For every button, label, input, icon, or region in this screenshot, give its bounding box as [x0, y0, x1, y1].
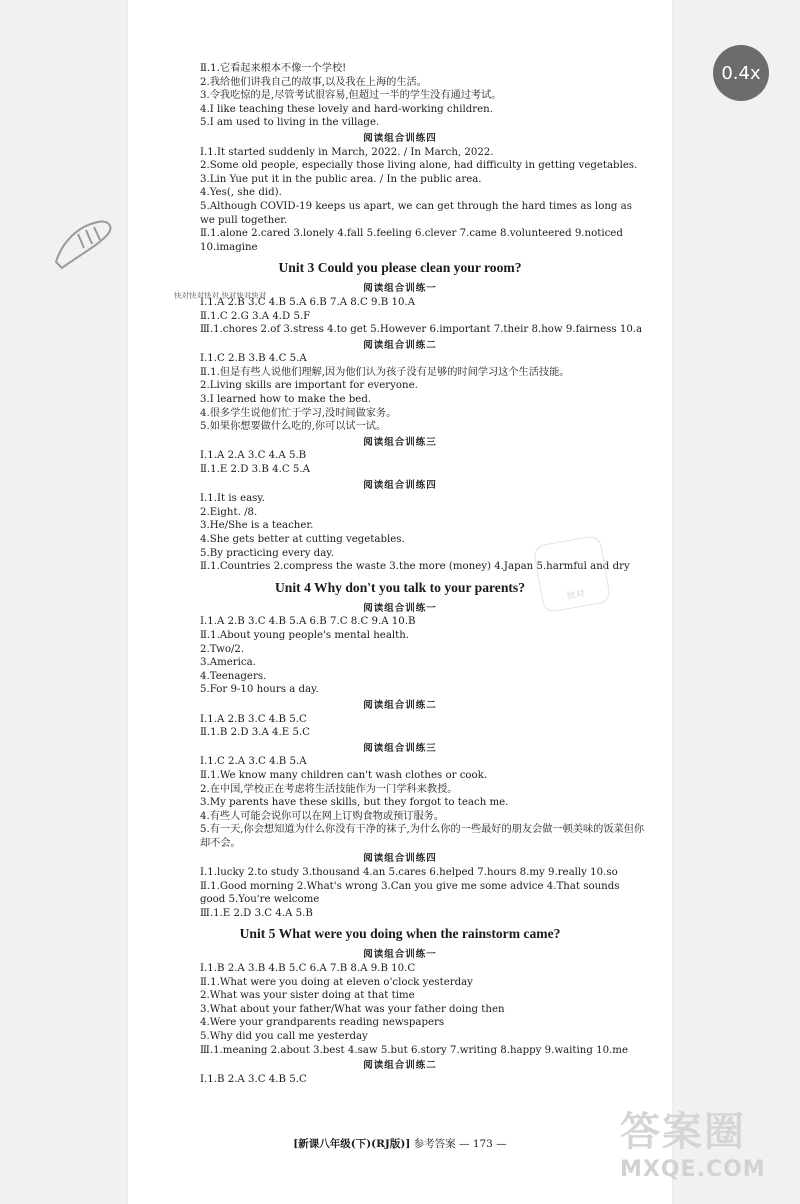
- page-footer: [128, 1136, 672, 1151]
- answer-line: 5.有一天,你会想知道为什么你没有干净的袜子,为什么你的一些最好的朋友会做一顿美味的饭菜但你却不会。: [200, 824, 645, 849]
- unit-title: Unit 4 Why don't you talk to your parents?: [274, 579, 526, 595]
- mxqe-watermark: [620, 1108, 790, 1200]
- answer-line: Ⅱ.1.alone 2.cared 3.lonely 4.fall 5.feeling 6.clever 7.came 8.volunteered 9.noticed 10.imagine: [200, 228, 623, 253]
- answer-line: 2.What was your sister doing at that time: [200, 990, 415, 1002]
- section-heading: 阅读组合训练三: [363, 742, 437, 754]
- section-heading: 阅读组合训练二: [363, 339, 437, 351]
- answer-line: Ⅱ.1.We know many children can't wash clothes or cook.: [200, 769, 488, 781]
- answer-line: 3.He/She is a teacher.: [200, 520, 314, 532]
- book-title: [新课八年级(下)(RJ版)]: [293, 1138, 411, 1150]
- answer-line: 2.Some old people, especially those living alone, had difficulty in getting vegetables.: [200, 160, 638, 172]
- answer-line: 4.Were your grandparents reading newspapers: [200, 1017, 445, 1029]
- zoom-level-badge[interactable]: 0.4x: [713, 45, 769, 101]
- answer-line: Ⅰ.1.C 2.B 3.B 4.C 5.A: [200, 353, 307, 365]
- answer-line: 4.I like teaching these lovely and hard-working children.: [200, 103, 493, 115]
- answer-line: 5.如果你想要做什么吃的,你可以试一试。: [200, 421, 387, 433]
- answer-line: Ⅰ.1.A 2.B 3.C 4.B 5.A 6.B 7.C 8.C 9.A 10.B: [200, 616, 416, 628]
- answer-line: Ⅰ.1.lucky 2.to study 3.thousand 4.an 5.cares 6.helped 7.hours 8.my 9.really 10.so: [200, 867, 618, 879]
- answer-line: 5.I am used to living in the village.: [200, 117, 380, 129]
- answer-line: 3.Lin Yue put it in the public area. / In the public area.: [200, 173, 482, 185]
- kuaidui-stamp: 快对: [533, 535, 612, 614]
- side-watermark-text: 快对快对快对 快对快对快对: [174, 291, 267, 300]
- kuaidui-hand-icon: [48, 212, 120, 272]
- answer-line: 3.My parents have these skills, but they forgot to teach me.: [200, 797, 509, 809]
- answer-line: 5.Why did you call me yesterday: [200, 1031, 368, 1042]
- section-heading: 阅读组合训练四: [363, 853, 437, 865]
- document-page: [128, 0, 672, 1204]
- page-number: — 173 —: [458, 1138, 507, 1150]
- answer-line: 3.I learned how to make the bed.: [200, 394, 372, 406]
- answer-line: Ⅱ.1.C 2.G 3.A 4.D 5.F: [200, 310, 311, 322]
- answer-line: Ⅰ.1.A 2.B 3.C 4.B 5.A 6.B 7.A 8.C 9.B 10.A: [200, 296, 416, 308]
- unit-title: Unit 3 Could you please clean your room?: [278, 260, 522, 276]
- answer-line: Ⅰ.1.B 2.A 3.C 4.B 5.C: [200, 1073, 307, 1085]
- answer-line: Ⅱ.1.What were you doing at eleven o'clock yesterday: [200, 976, 473, 988]
- answer-line: Ⅲ.1.E 2.D 3.C 4.A 5.B: [200, 907, 313, 919]
- unit-title: Unit 5 What were you doing when the rainstorm came?: [239, 926, 561, 942]
- answer-line: Ⅱ.1.它看起来根本不像一个学校!: [200, 63, 347, 74]
- watermark-cn: 答案圈: [620, 1109, 746, 1155]
- answer-line: Ⅰ.1.A 2.B 3.C 4.B 5.C: [200, 713, 307, 725]
- footer-label: 参考答案: [413, 1138, 456, 1150]
- answer-line: 4.Teenagers.: [200, 670, 267, 682]
- answer-line: Ⅰ.1.It is easy.: [200, 493, 266, 505]
- answer-line: Ⅲ.1.chores 2.of 3.stress 4.to get 5.However 6.important 7.their 8.how 9.fairness 10.a: [200, 324, 643, 336]
- section-heading: 阅读组合训练四: [363, 479, 437, 491]
- answer-line: Ⅱ.1.Countries 2.compress the waste 3.the more (money) 4.Japan 5.harmful and dry: [200, 561, 630, 573]
- section-heading: 阅读组合训练三: [363, 436, 437, 448]
- answer-line: 4.很多学生说他们忙于学习,没时间做家务。: [200, 407, 397, 419]
- answer-line: Ⅱ.1.About young people's mental health.: [200, 629, 410, 641]
- answer-line: Ⅱ.1.E 2.D 3.B 4.C 5.A: [200, 464, 310, 476]
- answer-line: Ⅰ.1.C 2.A 3.C 4.B 5.A: [200, 756, 307, 768]
- answer-line: Ⅱ.1.B 2.D 3.A 4.E 5.C: [200, 727, 310, 739]
- answer-line: Ⅱ.1.Good morning 2.What's wrong 3.Can you give me some advice 4.That sounds good 5.You're welcome: [200, 880, 620, 906]
- answer-line: Ⅰ.1.It started suddenly in March, 2022. / In March, 2022.: [200, 146, 494, 158]
- answer-line: Ⅱ.1.但是有些人说他们理解,因为他们认为孩子没有足够的时间学习这个生活技能。: [200, 366, 570, 378]
- answer-line: 2.Eight. /8.: [200, 506, 258, 518]
- section-heading: 阅读组合训练二: [363, 699, 437, 711]
- section-heading: 阅读组合训练一: [363, 602, 437, 614]
- answer-line: 2.我给他们讲我自己的故事,以及我在上海的生活。: [200, 76, 427, 88]
- answer-line: 5.Although COVID-19 keeps us apart, we can get through the hard times as long as we pull together.: [200, 200, 632, 226]
- answer-line: Ⅰ.1.A 2.A 3.C 4.A 5.B: [200, 450, 307, 462]
- answer-line: 2.Two/2.: [200, 643, 245, 655]
- watermark-en: MXQE.COM: [620, 1157, 766, 1182]
- answer-line: 2.在中国,学校正在考虑将生活技能作为一门学科来教授。: [200, 783, 458, 795]
- section-heading: 阅读组合训练四: [363, 132, 437, 144]
- answer-line: 3.令我吃惊的是,尽管考试很容易,但超过一半的学生没有通过考试。: [200, 90, 502, 102]
- section-heading: 阅读组合训练一: [363, 949, 437, 961]
- answer-line: Ⅰ.1.B 2.A 3.B 4.B 5.C 6.A 7.B 8.A 9.B 10.C: [200, 963, 416, 975]
- answer-line: 4.有些人可能会说你可以在网上订购食物或预订服务。: [200, 810, 445, 822]
- section-heading: 阅读组合训练一: [363, 283, 437, 295]
- answer-line: 4.She gets better at cutting vegetables.: [200, 534, 405, 545]
- answer-line: 2.Living skills are important for everyone.: [200, 380, 418, 392]
- answer-line: 5.By practicing every day.: [200, 547, 334, 559]
- answer-line: 3.What about your father/What was your father doing then: [200, 1003, 505, 1015]
- answer-line: 4.Yes(, she did).: [200, 187, 282, 199]
- section-heading: 阅读组合训练二: [363, 1060, 437, 1072]
- answer-line: 3.America.: [200, 657, 256, 669]
- answer-line: Ⅲ.1.meaning 2.about 3.best 4.saw 5.but 6.story 7.writing 8.happy 9.waiting 10.me: [200, 1044, 628, 1056]
- answer-line: 5.For 9-10 hours a day.: [200, 684, 319, 696]
